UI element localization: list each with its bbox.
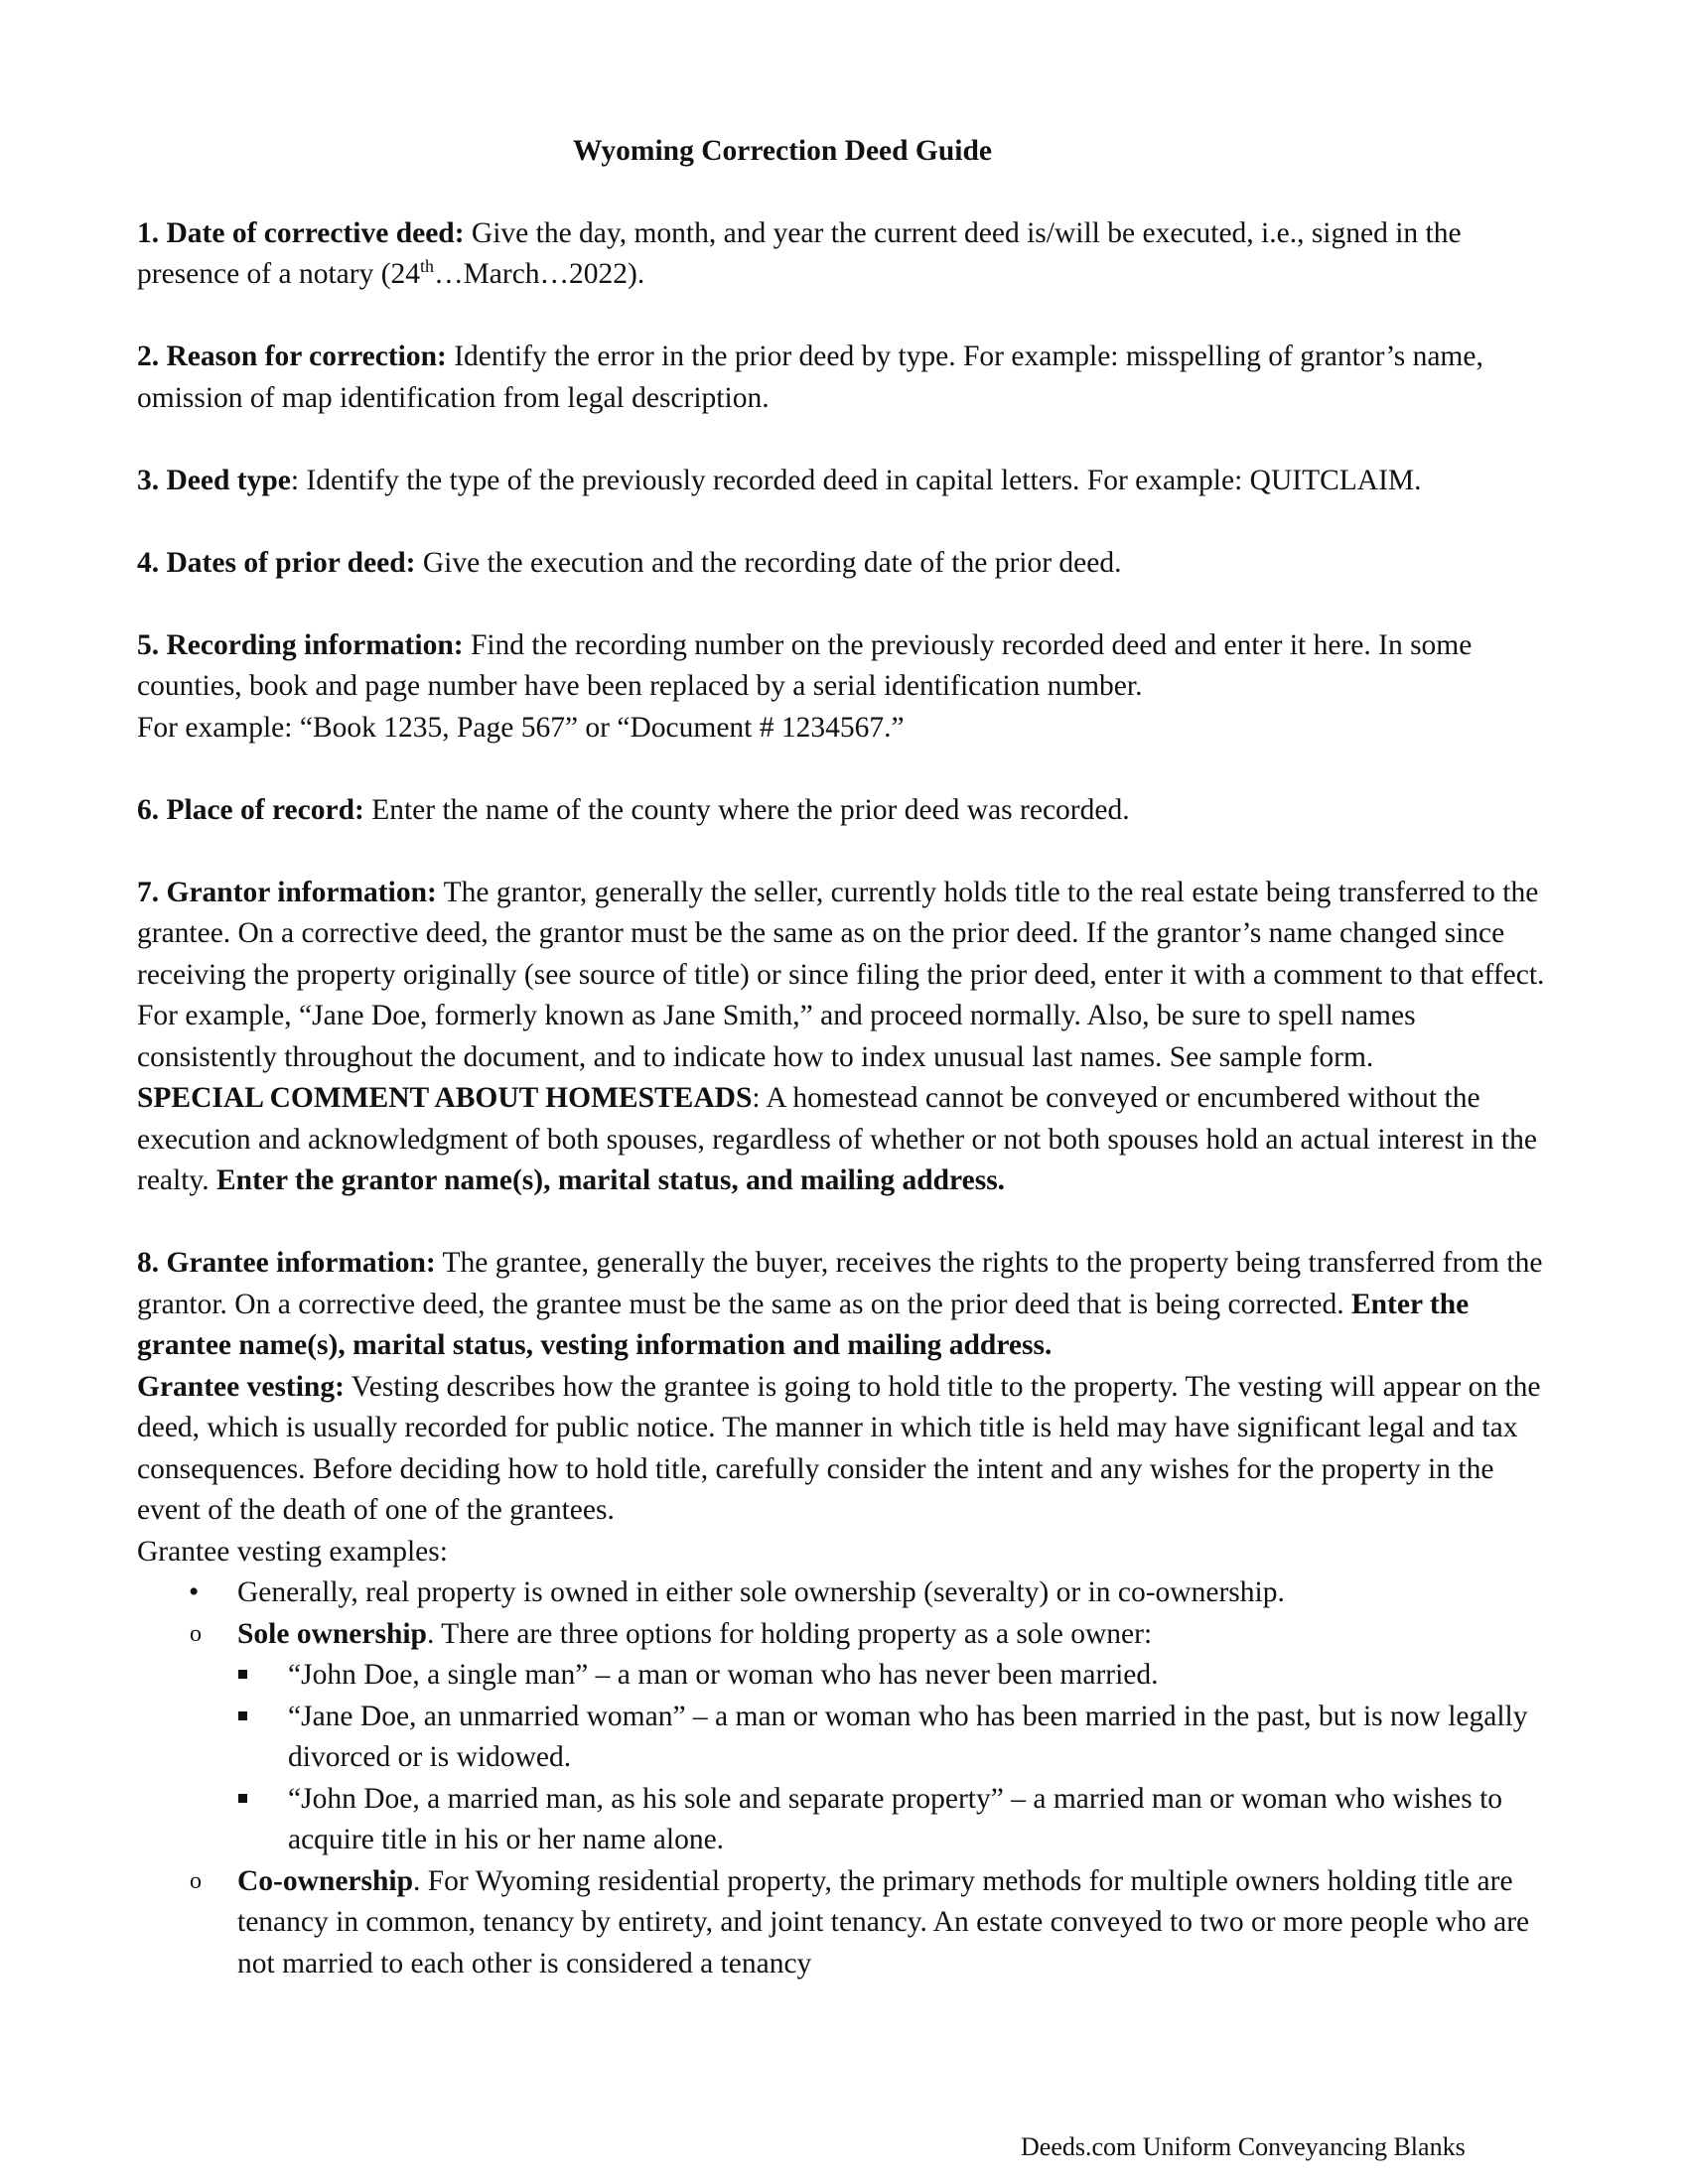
homestead-label: SPECIAL COMMENT ABOUT HOMESTEADS	[137, 1082, 753, 1114]
section-date-of-corrective-deed	[137, 213, 1557, 296]
page-title: Wyoming Correction Deed Guide	[573, 135, 992, 167]
section-paragraph	[137, 1243, 1557, 1367]
section-paragraph	[137, 873, 1557, 1079]
sole-ownership-text: . There are three options for holding property as a sole owner:	[426, 1617, 1153, 1650]
homestead-instruction: Enter the grantor name(s), marital status, and mailing address.	[216, 1164, 1006, 1196]
vesting-examples-heading: Grantee vesting examples:	[137, 1535, 448, 1568]
section-grantor-information	[137, 873, 1557, 1202]
section-text: Enter the name of the county where the prior deed was recorded.	[363, 793, 1130, 826]
document-page	[137, 131, 1557, 2026]
section-label: 1. Date of corrective deed:	[137, 216, 465, 249]
bullet-square-icon	[238, 1670, 247, 1679]
page-footer: Deeds.com Uniform Conveyancing Blanks	[1021, 2132, 1466, 2161]
list-item	[137, 1572, 1557, 1984]
grantee-instruction: Enter the grantee name(s), marital status, vesting information and mailing address.	[137, 1288, 1470, 1361]
section-text: Give the execution and the recording date of the prior deed.	[415, 546, 1122, 579]
section-label: 8. Grantee information:	[137, 1247, 436, 1279]
list-item-co-ownership	[190, 1861, 1557, 1985]
section-text: …March…2022).	[434, 258, 645, 290]
section-deed-type	[137, 461, 1557, 502]
section-paragraph	[137, 213, 1557, 296]
bullet-circle-icon: o	[190, 1867, 202, 1894]
bullet-circle-icon: o	[190, 1620, 202, 1647]
homestead-comment	[137, 1078, 1557, 1202]
bullet-square-icon	[238, 1711, 247, 1720]
ownership-types-list	[190, 1614, 1557, 1985]
section-text: : Identify the type of the previously recorded deed in capital letters. For example: QUITCLAIM.	[290, 464, 1422, 496]
list-item-text: Generally, real property is owned in either sole ownership (severalty) or in co-ownership.	[237, 1576, 1285, 1608]
co-ownership-text: . For Wyoming residential property, the primary methods for multiple owners holding title are tenancy in common, tenancy by entirety, and joint tenancy. An estate conveyed to two or more people who are not married to each other is considered a tenancy	[237, 1864, 1530, 1979]
section-paragraph	[137, 790, 1557, 832]
section-example: For example: “Book 1235, Page 567” or “Document # 1234567.”	[137, 711, 905, 744]
section-label: 2. Reason for correction:	[137, 341, 447, 372]
section-label: 5. Recording information:	[137, 628, 464, 661]
section-text: Identify the error in the prior deed by type. For example: misspelling of grantor’s name, omission of map identification from legal description.	[137, 341, 1483, 414]
ordinal-suffix: th	[420, 256, 435, 277]
section-label: 6. Place of record:	[137, 793, 364, 826]
section-text: Find the recording number on the previously recorded deed and enter it here. In some counties, book and page number have been replaced by a serial identification number.	[137, 628, 1473, 702]
section-text: Give the day, month, and year the current deed is/will be executed, i.e., signed in the presence of a notary (24	[137, 216, 1462, 290]
section-place-of-record	[137, 790, 1557, 832]
bullet-square-icon	[238, 1794, 247, 1803]
section-label: 4. Dates of prior deed:	[137, 546, 416, 579]
vesting-label: Grantee vesting:	[137, 1370, 345, 1403]
section-paragraph	[137, 461, 1557, 502]
sole-ownership-label: Sole ownership	[237, 1617, 427, 1650]
section-label: 3. Deed type	[137, 464, 291, 496]
bullet-dot-icon: •	[189, 1576, 200, 1608]
list-item	[288, 1655, 1557, 1697]
grantee-vesting	[137, 1367, 1557, 1532]
list-item	[288, 1779, 1557, 1861]
vesting-text: Vesting describes how the grantee is going to hold title to the property. The vesting will appear on the deed, which is usually recorded for public notice. The manner in which title is held may have significant legal and tax consequences. Before deciding how to hold title, carefully consider the intent and any wishes for the property in the event of the death of one of the grantees.	[137, 1370, 1541, 1526]
section-paragraph	[137, 543, 1557, 585]
section-text: The grantee, generally the buyer, receives the rights to the property being transferred from the grantor. On a corrective deed, the grantee must be the same as on the prior deed that is being corrected.	[137, 1247, 1543, 1320]
section-paragraph	[137, 625, 1557, 708]
section-grantee-information	[137, 1243, 1557, 1984]
list-item	[288, 1697, 1557, 1779]
section-reason-for-correction	[137, 337, 1557, 419]
list-item-text: “Jane Doe, an unmarried woman” – a man or woman who has been married in the past, but is now legally divorced or is widowed.	[288, 1700, 1528, 1773]
section-recording-information	[137, 625, 1557, 750]
co-ownership-label: Co-ownership	[237, 1864, 414, 1897]
section-paragraph	[137, 337, 1557, 419]
list-item-text: “John Doe, a single man” – a man or woman who has never been married.	[288, 1659, 1159, 1691]
homestead-text: : A homestead cannot be conveyed or encumbered without the execution and acknowledgment of both spouses, regardless of whether or not both spouses hold an actual interest in the realty.	[137, 1082, 1537, 1196]
section-dates-of-prior-deed	[137, 543, 1557, 585]
vesting-examples-list	[137, 1572, 1557, 1984]
section-text: The grantor, generally the seller, currently holds title to the real estate being transferred to the grantee. On a corrective deed, the grantor must be the same as on the prior deed. If the grantor’s name changed since receiving the property originally (see source of title) or since filing the prior deed, enter it with a comment to that effect. For example, “Jane Doe, formerly known as Jane Smith,” and proceed normally. Also, be sure to spell names consistently throughout the document, and to indicate how to index unusual last names. See sample form.	[137, 876, 1545, 1073]
sole-ownership-options	[237, 1655, 1557, 1861]
list-item-sole-ownership	[190, 1614, 1557, 1861]
section-label: 7. Grantor information:	[137, 876, 437, 908]
list-item-text: “John Doe, a married man, as his sole and separate property” – a married man or woman who wishes to acquire title in his or her name alone.	[288, 1782, 1503, 1855]
